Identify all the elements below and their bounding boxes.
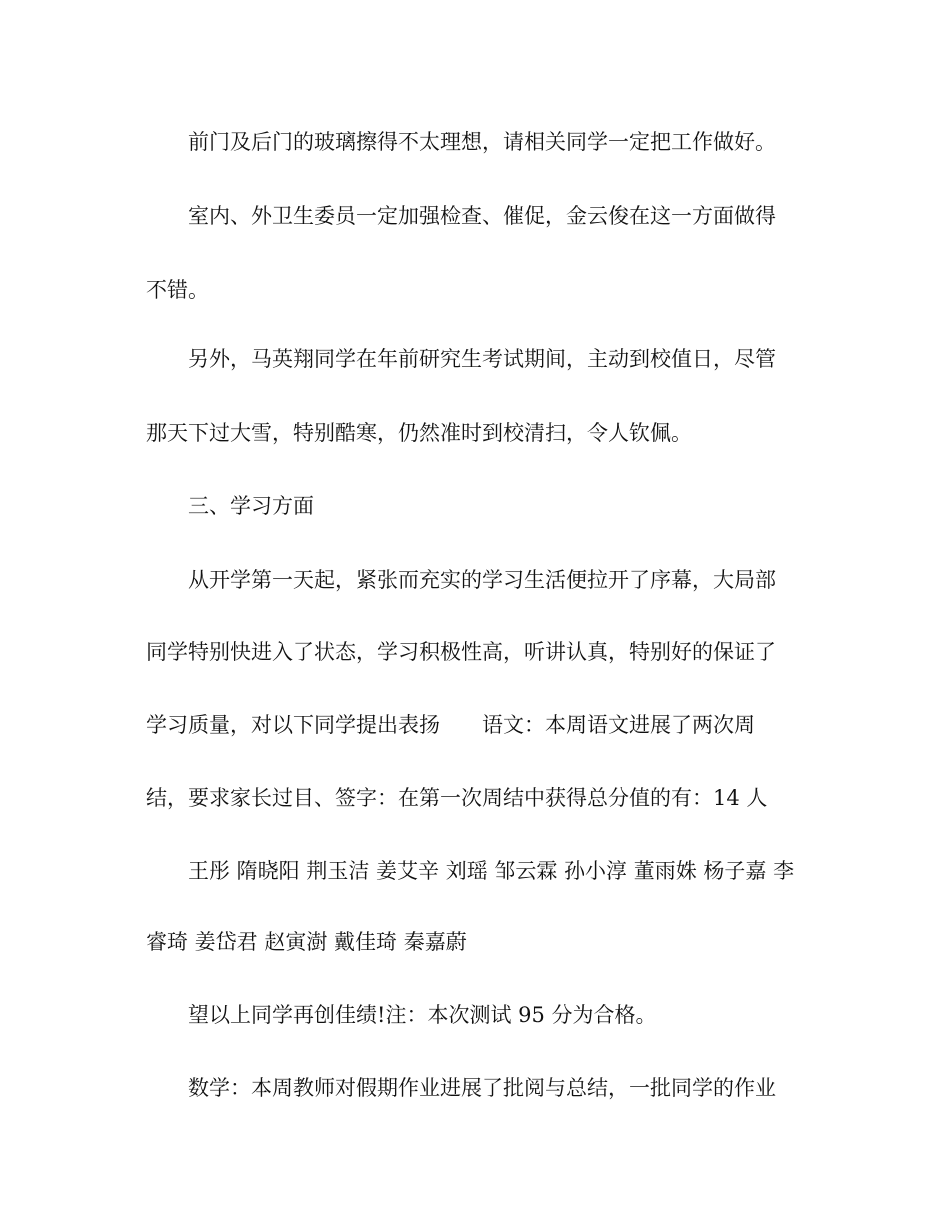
paragraph-line: 不错。 xyxy=(146,278,209,302)
paragraph-line: 从开学第一天起，紧张而充实的学习生活便拉开了序幕，大局部 xyxy=(188,568,776,592)
paragraph-line: 那天下过大雪，特别酷寒，仍然准时到校清扫，令人钦佩。 xyxy=(146,421,692,445)
paragraph-line: 室内、外卫生委员一定加强检查、催促，金云俊在这一方面做得 xyxy=(188,204,776,228)
paragraph-line: 另外，马英翔同学在年前研究生考试期间，主动到校值日，尽管 xyxy=(188,347,776,371)
section-heading: 三、学习方面 xyxy=(188,494,314,518)
name-list-line: 王彤 隋晓阳 荆玉洁 姜艾辛 刘瑶 邹云霖 孙小淳 董雨姝 杨子嘉 李 xyxy=(188,859,795,883)
paragraph-line: 学习质量，对以下同学提出表扬 语文：本周语文进展了两次周 xyxy=(146,713,755,737)
paragraph-line: 结，要求家长过目、签字：在第一次周结中获得总分值的有：14 人 xyxy=(146,786,768,810)
paragraph-line: 前门及后门的玻璃擦得不太理想，请相关同学一定把工作做好。 xyxy=(188,130,776,154)
paragraph-line: 数学：本周教师对假期作业进展了批阅与总结，一批同学的作业 xyxy=(188,1076,776,1100)
paragraph-line: 同学特别快进入了状态，学习积极性高，听讲认真，特别好的保证了 xyxy=(146,640,776,664)
name-list-line: 睿琦 姜岱君 赵寅澍 戴佳琦 秦嘉蔚 xyxy=(146,930,467,954)
paragraph-line: 望以上同学再创佳绩!注：本次测试 95 分为合格。 xyxy=(188,1003,657,1027)
